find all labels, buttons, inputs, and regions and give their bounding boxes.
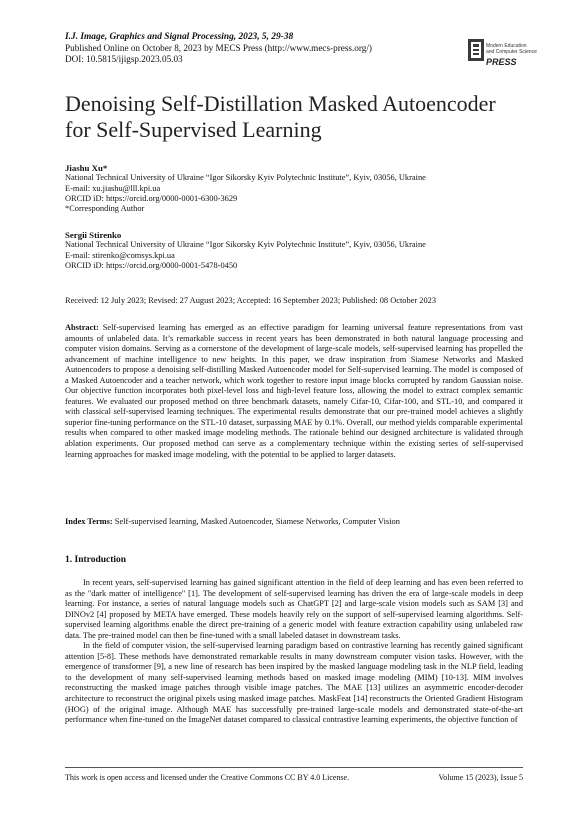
author-block-2: [65, 230, 525, 271]
author-name: Jiashu Xu*: [65, 163, 108, 173]
section-heading: 1. Introduction: [65, 555, 127, 565]
paragraph: In recent years, self-supervised learning has gained significant attention in the field of deep learning and has even been referred to as the "dark matter of intelligence" [1]. The development of self-supervised learning has driven the era of large-scale models in deep learning. For instance, a series of natural language models such as ChatGPT [2] and large-scale vision models such as SAM [3] and DINOv2 [4] proposed by META have emerged. These models heavily rely on the support of self-supervised learning algorithms. Self-supervised learning algorithms enable the direct pre-training of a generic model with feature extraction capability using unlabeled raw data. The pre-trained model can then be fine-tuned with a small labeled dataset in downstream tasks.: [65, 578, 523, 640]
index-terms: [65, 517, 523, 528]
author-orcid[interactable]: ORCID iD: https://orcid.org/0000-0001-6300-3629: [65, 193, 238, 203]
abstract-label: Abstract:: [65, 323, 99, 332]
doi: DOI: 10.5815/ijigsp.2023.05.03: [65, 54, 183, 64]
author-block-1: [65, 163, 525, 214]
author-affiliation: National Technical University of Ukraine “Igor Sikorsky Kyiv Polytechnic Institute”, Kyiv, 03056, Ukraine: [65, 173, 426, 183]
index-terms-text: Self-supervised learning, Masked Autoencoder, Siamese Networks, Computer Vision: [114, 517, 400, 526]
title-line-2: for Self-Supervised Learning: [65, 117, 322, 142]
mecs-logo-icon: [466, 35, 486, 65]
journal-citation: I.J. Image, Graphics and Signal Processing, 2023, 5, 29-38: [65, 32, 294, 42]
abstract-text: Self-supervised learning has emerged as an effective paradigm for learning universal feature representations from vast amounts of unlabeled data. It’s remarkable success in recent years has been demonstrated in both natural language processing and computer vision domains. Serving as a cornerstone of the development of large-scale models, self-supervised learning has propelled the advancement of machine intelligence to new heights. In this paper, we draw inspiration from Siamese Networks and Masked Autoencoders to propose a denoising self-distilling Masked Autoencoder model for Self-supervised learning. The model is composed of a Masked Autoencoder and a teacher network, which work together to restore input image blocks corrupted by random Gaussian noise. Our objective function incorporates both pixel-level loss and high-level feature loss, allowing the model to extract complex semantic features. We evaluated our proposed method on three benchmark datasets, namely Cifar-10, Cifar-100, and STL-10, and compared it with classical self-supervised learning techniques. The experimental results demonstrate that our pre-trained model achieves a slightly superior fine-tuning performance on the STL-10 dataset, surpassing MAE by 0.1%. Overall, our method yields comparable experimental results when compared to other masked image modeling methods. The rationale behind our designed architecture is validated through ablation experiments. Our proposed method can serve as a complementary technique within the existing series of self-supervised learning approaches for masked image modeling, with the potential to be applied to larger datasets.: [65, 323, 523, 459]
paper-title: [65, 91, 525, 143]
logo-press: PRESS: [486, 57, 517, 67]
paragraph: In the field of computer vision, the self-supervised learning paradigm based on contrastive learning has recently gained significant attention [5-8]. These methods have demonstrated remarkable results in many downstream computer vision tasks. However, with the emergence of transformer [9], a new line of research has been inspired by the masked language modeling task in the NLP field, leading to the development of many self-supervised learning methods based on masked image modeling (MIM) [10-13]. MIM involves reconstructing the masked image patches through visible image patches. The MAE [13] utilizes an asymmetric encoder-decoder architecture to reconstruct the original pixels using masked image patches. MaskFeat [14] reconstructs the Oriented Gradient Histogram (HOG) of the original image. Although MAE has successfully pre-trained large-scale models and demonstrated state-of-the-art performance when fine-tuned on the ImageNet dataset compared to classical contrastive learning experiments, the objective function of: [65, 641, 523, 725]
logo-line-2: and Computer Science: [486, 49, 537, 55]
publisher-logo: [466, 33, 536, 71]
volume-issue: Volume 15 (2023), Issue 5: [438, 773, 523, 782]
author-affiliation: National Technical University of Ukraine “Igor Sikorsky Kyiv Polytechnic Institute”, Kyiv, 03056, Ukraine: [65, 240, 426, 250]
submission-dates: Received: 12 July 2023; Revised: 27 August 2023; Accepted: 16 September 2023; Published: 08 October 2023: [65, 296, 437, 305]
author-orcid[interactable]: ORCID iD: https://orcid.org/0000-0001-5478-0450: [65, 260, 238, 270]
author-email[interactable]: E-mail: xu.jiashu@lll.kpi.ua: [65, 183, 161, 193]
introduction-body: [65, 578, 523, 726]
title-line-1: Denoising Self-Distillation Masked Autoencoder: [65, 91, 496, 116]
publication-info: Published Online on October 8, 2023 by MECS Press (http://www.mecs-press.org/): [65, 43, 372, 53]
logo-line-1: Modern Education: [486, 43, 527, 49]
license-note: This work is open access and licensed under the Creative Commons CC BY 4.0 License.: [65, 773, 350, 782]
corresponding-note: *Corresponding Author: [65, 204, 145, 214]
author-name: Sergii Stirenko: [65, 230, 122, 240]
abstract: [65, 323, 523, 460]
author-email[interactable]: E-mail: stirenko@comsys.kpi.ua: [65, 250, 175, 260]
index-terms-label: Index Terms:: [65, 517, 113, 526]
journal-header: [65, 32, 465, 65]
footer-divider: [65, 767, 523, 768]
